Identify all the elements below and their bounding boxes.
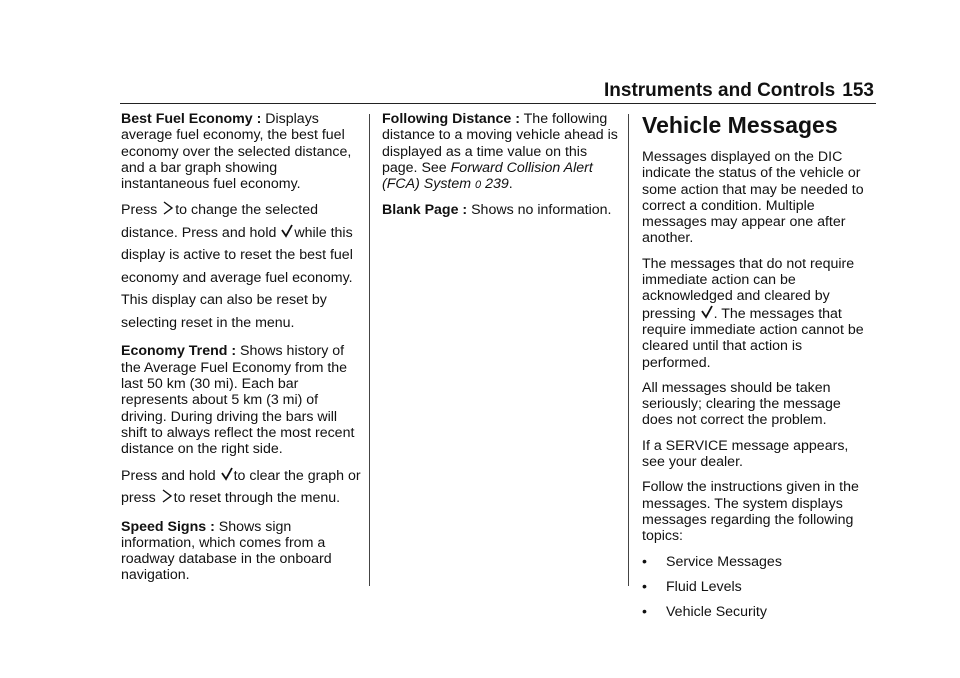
paragraph-text: Shows history of the Average Fuel Economy from the last 50 km (30 mi). Each bar represents about 5 km (3 mi) of driving. During driving the bars will shift to always reflect the most recent distance on the right side. [121,343,355,458]
page-arrow-icon: 0 [475,179,482,192]
cross-reference-link[interactable]: Forward Collision Alert (FCA) System [382,159,593,193]
paragraph [121,199,361,334]
paragraph [121,111,361,192]
checkmark-select-icon [221,467,233,481]
paragraph: Follow the instructions given in the messages. The system displays messages regarding the following topics: [642,479,859,545]
checkmark-select-icon [701,305,713,319]
paragraph-text: The messages that do not require immediate action can be acknowledged and cleared by pressing [642,255,855,322]
paragraph [121,519,361,584]
term-label: Best Fuel Economy : [121,111,262,127]
term-label: Blank Page : [382,202,468,219]
term-label: Economy Trend : [121,343,237,360]
paragraph-text: while this display is active to reset the best fuel economy and average fuel economy. This display can also be reset by selecting reset in the menu. [121,224,353,331]
paragraph [382,202,618,218]
thumbwheel-icon [161,489,173,503]
paragraph-text: Shows sign information, which comes from a roadway database in the onboard navigation. [121,518,332,584]
paragraph: Messages displayed on the DIC indicate the status of the vehicle or some action that may be needed to correct a condition. Multiple messages may appear one after another. [642,149,864,247]
paragraph-text: Displays average fuel economy, the best fuel economy over the selected distance, and a bar graph showing instantaneous fuel economy. [121,111,352,193]
paragraph-text: Press [121,202,158,219]
column-3 [642,112,874,629]
section-title: Instruments and Controls [604,80,836,101]
paragraph [382,111,618,193]
term-label: Following Distance : [382,111,520,127]
paragraph-text: Shows no information. [467,202,612,219]
checkmark-select-icon [281,224,293,238]
paragraph [642,256,874,371]
paragraph-text: . The messages that require immediate action cannot be cleared until that action is performed. [642,305,864,371]
header-rule [120,103,876,104]
bullet-marker: • [642,578,647,595]
punctuation: . [508,176,513,193]
list-item-text: Service Messages [666,553,782,570]
paragraph-text: The following distance to a moving vehicle ahead is displayed as a time value on this page. See [382,111,618,176]
page-header [592,78,876,102]
reference-page[interactable]: 239 [485,176,509,193]
column-divider [369,114,370,586]
paragraph: All messages should be taken seriously; clearing the message does not correct the problem. [642,379,841,429]
paragraph-text: to clear the graph or press [121,467,361,507]
paragraph [121,465,361,510]
paragraph: If a SERVICE message appears, see your dealer. [642,437,849,471]
column-divider [628,114,629,586]
paragraph-text: to reset through the menu. [173,490,341,507]
thumbwheel-icon [162,201,174,215]
paragraph [121,343,361,457]
paragraph-text: to change the selected distance. Press and hold [121,202,318,241]
term-label: Speed Signs : [121,518,215,535]
column-1 [121,111,361,593]
list-item-text: Fluid Levels [666,578,742,595]
bullet-marker: • [642,553,647,570]
paragraph-text: Press and hold [121,467,216,484]
list-item [642,554,874,570]
section-heading: Vehicle Messages [642,112,838,138]
page-number: 153 [842,80,874,101]
column-2 [382,111,618,228]
list-item [642,604,874,620]
list-item-text: Vehicle Security [666,604,767,621]
bullet-marker: • [642,604,647,621]
list-item [642,579,874,595]
